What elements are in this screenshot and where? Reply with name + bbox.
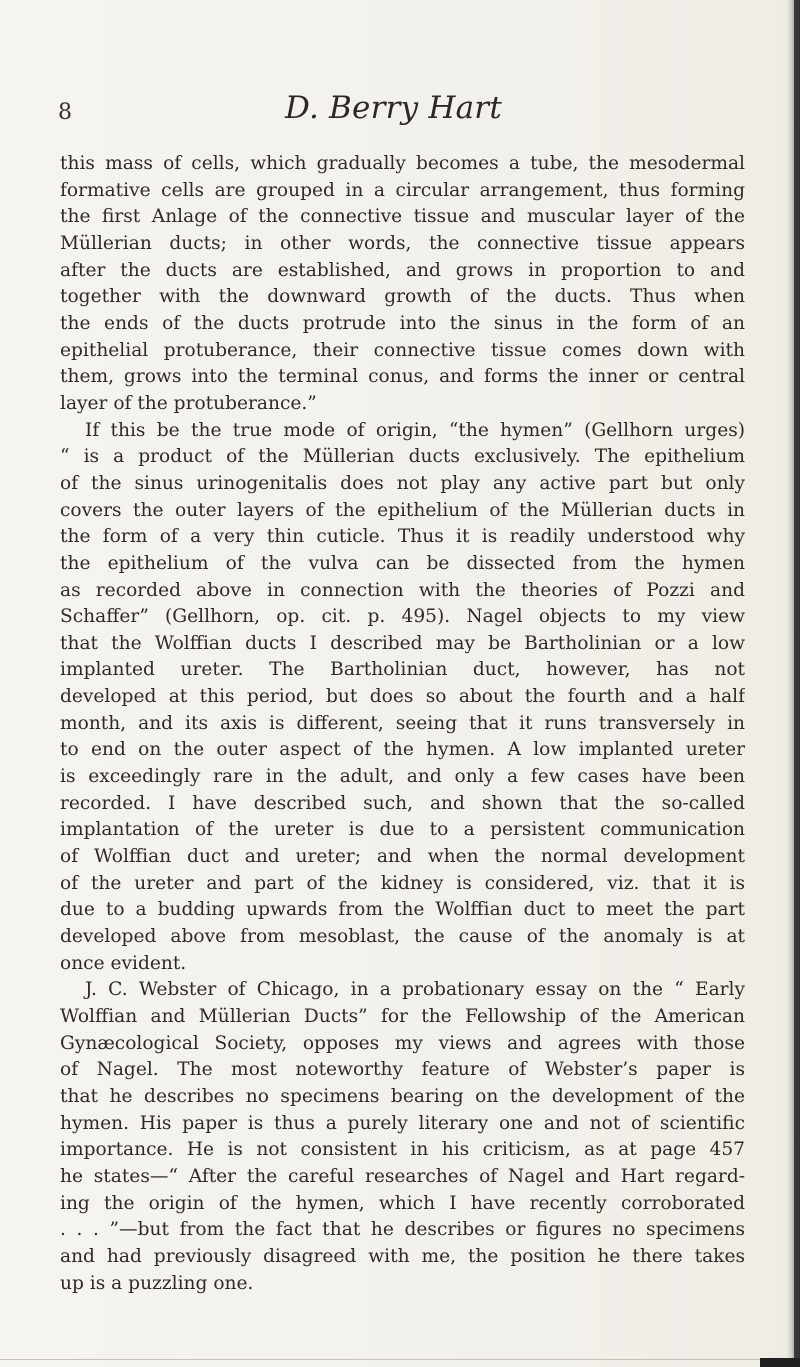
binding-edge: [794, 0, 800, 1367]
text-line: as recorded above in connection with the theories of Pozzi and: [60, 579, 745, 601]
text-line: of Wolffian duct and ureter; and when the normal development: [60, 846, 745, 868]
text-line: . . . ”—but from the fact that he describes or figures no specimens: [60, 1219, 745, 1241]
text-line: J. C. Webster of Chicago, in a probationary essay on the “ Early: [85, 979, 745, 1001]
text-line: that he describes no specimens bearing on the development of the: [60, 1085, 745, 1107]
text-line: of Nagel. The most noteworthy feature of Webster’s paper is: [60, 1059, 745, 1081]
text-line: up is a puzzling one.: [60, 1272, 254, 1294]
text-line: month, and its axis is different, seeing that it runs transversely in: [60, 712, 745, 734]
text-line: of the sinus urinogenitalis does not play any active part but only: [60, 472, 745, 494]
page-number: 8: [58, 100, 72, 125]
text-line: layer of the protuberance.”: [60, 392, 317, 414]
text-line: ing the origin of the hymen, which I have recently corroborated: [60, 1192, 745, 1214]
text-line: epithelial protuberance, their connective tissue comes down with: [60, 339, 745, 361]
text-line: implantation of the ureter is due to a persistent communication: [60, 819, 745, 841]
text-line: importance. He is not consistent in his criticism, as at page 457: [60, 1139, 745, 1161]
body-text: [60, 151, 745, 1297]
text-line: the form of a very thin cuticle. Thus it is readily understood why: [60, 526, 745, 548]
text-line: “ is a product of the Müllerian ducts exclusively. The epithelium: [60, 446, 745, 468]
text-line: once evident.: [60, 952, 187, 974]
page-bottom-rule: [0, 1359, 800, 1360]
text-line: Müllerian ducts; in other words, the connective tissue appears: [60, 232, 745, 254]
text-line: due to a budding upwards from the Wolffian duct to meet the part: [60, 899, 745, 921]
text-line: he states—“ After the careful researches of Nagel and Hart regard-: [60, 1165, 745, 1187]
page-header: [58, 90, 758, 131]
text-line: together with the downward growth of the ducts. Thus when: [60, 286, 745, 308]
text-line: If this be the true mode of origin, “the hymen” (Gellhorn urges): [85, 419, 745, 441]
text-line: Schaffer” (Gellhorn, op. cit. p. 495). Nagel objects to my view: [60, 606, 745, 628]
text-line: them, grows into the terminal conus, and forms the inner or central: [60, 366, 745, 388]
text-line: the first Anlage of the connective tissue and muscular layer of the: [60, 206, 745, 228]
text-line: of the ureter and part of the kidney is considered, viz. that it is: [60, 872, 745, 894]
text-line: Wolffian and Müllerian Ducts” for the Fellowship of the American: [60, 1006, 745, 1027]
text-line: that the Wolffian ducts I described may be Bartholinian or a low: [60, 632, 745, 654]
text-line: recorded. I have described such, and shown that the so-called: [60, 792, 745, 814]
text-line: developed at this period, but does so about the fourth and a half: [60, 686, 745, 708]
page-corner-shadow: [760, 1358, 800, 1367]
text-line: formative cells are grouped in a circular arrangement, thus forming: [60, 179, 745, 201]
text-line: the ends of the ducts protrude into the sinus in the form of an: [60, 312, 745, 334]
text-line: developed above from mesoblast, the cause of the anomaly is at: [60, 926, 745, 948]
text-line: is exceedingly rare in the adult, and only a few cases have been: [60, 766, 745, 788]
text-line: hymen. His paper is thus a purely literary one and not of scientific: [60, 1112, 745, 1134]
text-line: covers the outer layers of the epithelium of the Müllerian ducts in: [60, 499, 745, 521]
text-line: and had previously disagreed with me, the position he there takes: [60, 1245, 745, 1267]
text-line: this mass of cells, which gradually becomes a tube, the mesodermal: [60, 153, 745, 174]
text-line: Gynæcological Society, opposes my views and agrees with those: [60, 1032, 745, 1054]
text-line: the epithelium of the vulva can be dissected from the hymen: [60, 552, 745, 574]
text-line: to end on the outer aspect of the hymen. A low implanted ureter: [60, 739, 745, 761]
text-line: implanted ureter. The Bartholinian duct, however, has not: [60, 659, 745, 681]
text-line: after the ducts are established, and grows in proportion to and: [60, 259, 745, 281]
running-head: D. Berry Hart: [285, 90, 502, 126]
